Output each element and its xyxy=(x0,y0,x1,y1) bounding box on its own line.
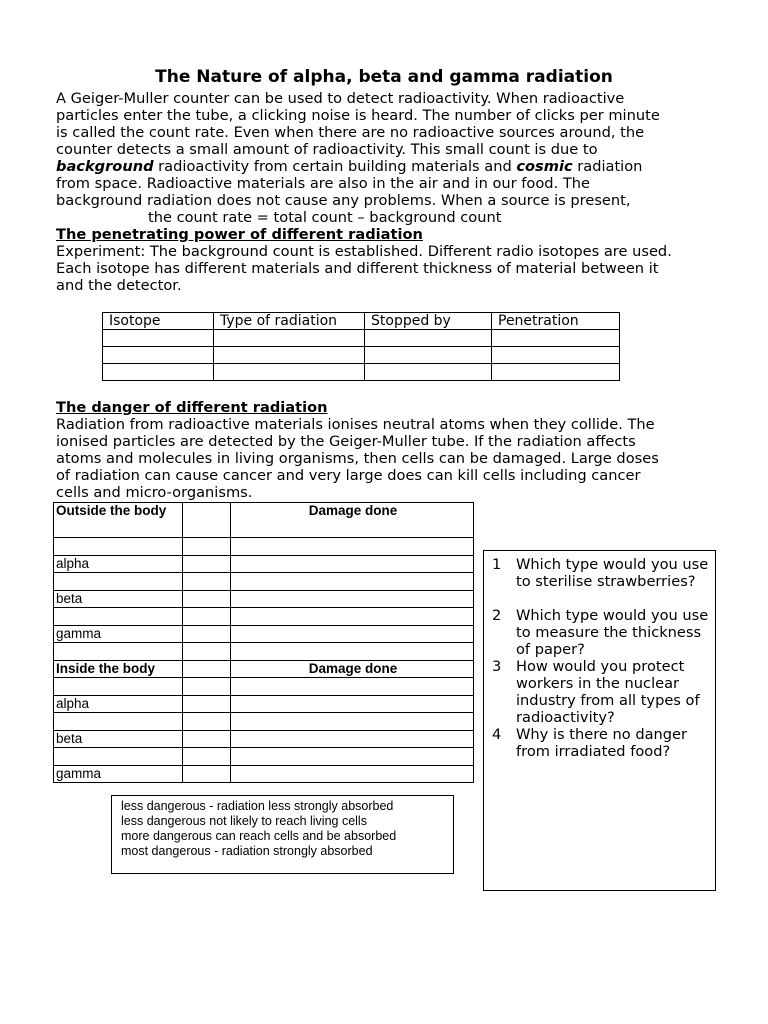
table-cell[interactable] xyxy=(183,503,231,538)
table-cell[interactable] xyxy=(492,330,620,347)
table-cell[interactable] xyxy=(231,608,474,626)
question-number: 3 xyxy=(492,658,502,675)
header-penetration: Penetration xyxy=(492,313,620,330)
table-cell[interactable] xyxy=(492,347,620,364)
question-number: 2 xyxy=(492,607,502,624)
damage-done-header: Damage done xyxy=(231,503,474,538)
intro-line: particles enter the tube, a clicking noise is heard. The number of clicks per minute xyxy=(56,107,660,124)
table-cell[interactable] xyxy=(183,678,231,696)
row-gamma-outside: gamma xyxy=(54,625,183,643)
intro-line: from space. Radioactive materials are also in the air and in our food. The xyxy=(56,175,590,192)
intro-line: background radiation does not cause any problems. When a source is present, xyxy=(56,192,631,209)
section-heading-penetrating: The penetrating power of different radiation xyxy=(56,226,423,243)
table-cell[interactable] xyxy=(183,730,231,748)
experiment-line: Experiment: The background count is established. Different radio isotopes are used. xyxy=(56,243,672,260)
table-cell[interactable] xyxy=(214,347,365,364)
danger-line: Radiation from radioactive materials ionises neutral atoms when they collide. The xyxy=(56,416,655,433)
table-cell[interactable] xyxy=(214,364,365,381)
table-cell[interactable] xyxy=(231,748,474,766)
table-row xyxy=(54,608,474,626)
table-row xyxy=(54,678,474,696)
table-cell[interactable] xyxy=(231,573,474,591)
danger-key-box xyxy=(111,795,454,874)
page-title: The Nature of alpha, beta and gamma radiation xyxy=(155,67,613,87)
question-text: Why is there no danger from irradiated food? xyxy=(516,726,688,760)
intro-line: counter detects a small amount of radioactivity. This small count is due to xyxy=(56,141,598,158)
header-stopped-by: Stopped by xyxy=(365,313,492,330)
table-cell[interactable] xyxy=(231,625,474,643)
table-row xyxy=(54,713,474,731)
key-item: less dangerous - radiation less strongly absorbed xyxy=(121,799,394,813)
table-cell[interactable] xyxy=(183,660,231,678)
table-cell[interactable] xyxy=(365,347,492,364)
question-text: How would you protect workers in the nuclear industry from all types of radioactivity? xyxy=(516,658,700,726)
danger-line: of radiation can cause cancer and very large does can kill cells including cancer xyxy=(56,467,641,484)
table-cell[interactable] xyxy=(214,330,365,347)
inside-body-label: Inside the body xyxy=(54,660,183,678)
table-cell[interactable] xyxy=(231,713,474,731)
danger-line: ionised particles are detected by the Geiger-Muller tube. If the radiation affects xyxy=(56,433,636,450)
intro-text: radiation xyxy=(572,158,643,175)
table-row xyxy=(54,643,474,661)
penetration-table xyxy=(102,312,620,381)
intro-line: A Geiger-Muller counter can be used to detect radioactivity. When radioactive xyxy=(56,90,625,107)
key-item: less dangerous not likely to reach living cells xyxy=(121,814,367,828)
intro-line xyxy=(56,158,726,175)
table-cell[interactable] xyxy=(231,678,474,696)
table-cell[interactable] xyxy=(231,538,474,556)
table-cell[interactable] xyxy=(183,625,231,643)
table-row xyxy=(54,590,474,608)
count-rate-formula: the count rate = total count – background count xyxy=(148,209,502,226)
section-heading-danger: The danger of different radiation xyxy=(56,399,328,416)
table-row xyxy=(103,364,620,381)
header-isotope: Isotope xyxy=(103,313,214,330)
damage-done-header: Damage done xyxy=(231,660,474,678)
row-gamma-inside: gamma xyxy=(54,765,183,783)
experiment-line: Each isotope has different materials and different thickness of material between it xyxy=(56,260,659,277)
table-row xyxy=(103,330,620,347)
row-alpha-outside: alpha xyxy=(54,555,183,573)
table-cell[interactable] xyxy=(103,330,214,347)
danger-table xyxy=(53,502,474,783)
row-alpha-inside: alpha xyxy=(54,695,183,713)
table-cell[interactable] xyxy=(183,573,231,591)
table-cell[interactable] xyxy=(183,765,231,783)
intro-paragraph xyxy=(56,90,726,294)
question-text: Which type would you use to sterilise strawberries? xyxy=(516,556,709,590)
table-cell[interactable] xyxy=(103,347,214,364)
intro-text: radioactivity from certain building materials and xyxy=(153,158,517,175)
table-row xyxy=(54,765,474,783)
table-row xyxy=(54,625,474,643)
table-cell[interactable] xyxy=(183,695,231,713)
table-row xyxy=(54,555,474,573)
table-cell[interactable] xyxy=(231,765,474,783)
table-row xyxy=(54,660,474,678)
table-cell[interactable] xyxy=(183,713,231,731)
table-cell[interactable] xyxy=(183,643,231,661)
table-cell[interactable] xyxy=(231,730,474,748)
emphasis-cosmic: cosmic xyxy=(516,158,573,175)
emphasis-background: background xyxy=(56,158,154,175)
experiment-line: and the detector. xyxy=(56,277,182,294)
key-item: more dangerous can reach cells and be absorbed xyxy=(121,829,397,843)
table-cell[interactable] xyxy=(183,748,231,766)
question-text: Which type would you use to measure the thickness of paper? xyxy=(516,607,709,658)
table-row xyxy=(103,347,620,364)
table-cell[interactable] xyxy=(492,364,620,381)
questions-box xyxy=(483,550,716,891)
table-cell[interactable] xyxy=(231,590,474,608)
table-row xyxy=(54,503,474,538)
question-number: 1 xyxy=(492,556,502,573)
outside-body-label: Outside the body xyxy=(54,503,183,538)
row-beta-inside: beta xyxy=(54,730,183,748)
danger-line: cells and micro-organisms. xyxy=(56,484,253,501)
key-item: most dangerous - radiation strongly absorbed xyxy=(121,844,373,858)
danger-line: atoms and molecules in living organisms, then cells can be damaged. Large doses xyxy=(56,450,659,467)
danger-paragraph xyxy=(56,399,726,501)
table-row xyxy=(54,573,474,591)
table-cell[interactable] xyxy=(231,555,474,573)
table-cell[interactable] xyxy=(183,590,231,608)
table-row xyxy=(54,538,474,556)
table-row xyxy=(54,748,474,766)
table-cell[interactable] xyxy=(365,364,492,381)
table-cell[interactable] xyxy=(231,643,474,661)
table-row xyxy=(103,313,620,330)
header-type: Type of radiation xyxy=(214,313,365,330)
table-row xyxy=(54,695,474,713)
row-beta-outside: beta xyxy=(54,590,183,608)
table-cell[interactable] xyxy=(183,538,231,556)
intro-line: is called the count rate. Even when there are no radioactive sources around, the xyxy=(56,124,645,141)
table-row xyxy=(54,730,474,748)
table-cell[interactable] xyxy=(183,608,231,626)
table-cell[interactable] xyxy=(183,555,231,573)
table-cell[interactable] xyxy=(365,330,492,347)
question-number: 4 xyxy=(492,726,502,743)
table-cell[interactable] xyxy=(103,364,214,381)
table-cell[interactable] xyxy=(231,695,474,713)
